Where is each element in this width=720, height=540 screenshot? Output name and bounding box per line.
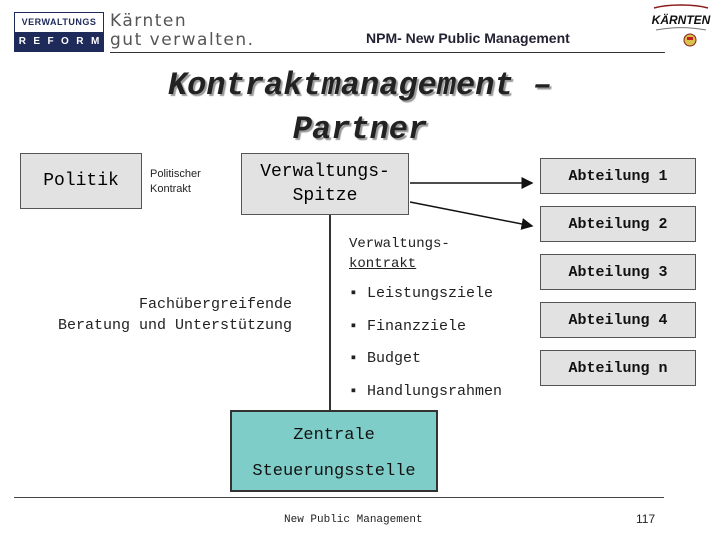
central-line2: Steuerungsstelle (252, 462, 416, 481)
slide-title-line2: Partner (292, 111, 428, 148)
political-contract-line1: Politischer (150, 168, 201, 180)
admin-top-line1: Verwaltungs- (260, 162, 390, 182)
logo-gut-verwalten: gut verwalten. (110, 30, 255, 50)
admin-contract-line2: kontrakt (349, 256, 417, 272)
abteilung-label: Abteilung 1 (568, 167, 668, 185)
central-line1: Zentrale (293, 426, 375, 445)
logo-top-text: VERWALTUNGS (15, 13, 103, 31)
logo-letter: O (61, 36, 69, 47)
bullet-item: ▪ Finanzziele (349, 318, 467, 335)
abteilung-n-box (540, 350, 696, 386)
abteilung-3-box (540, 254, 696, 290)
logo-letter: M (90, 36, 100, 47)
bullet-handlungsrahmen: Handlungsrahmen (367, 383, 503, 400)
slide-title-line1: Kontraktmanagement – (167, 67, 553, 104)
bullet-item: ▪ Handlungsrahmen (349, 383, 503, 400)
abteilung-label: Abteilung n (568, 359, 668, 377)
political-contract-line2: Kontrakt (150, 183, 191, 195)
abteilung-2-box (540, 206, 696, 242)
logo-letter: E (33, 36, 41, 47)
bullet-item: ▪ Leistungsziele (349, 285, 494, 302)
abteilung-4-box (540, 302, 696, 338)
logo-kaernten: Kärnten (110, 11, 188, 31)
advice-line1: Fachübergreifende (138, 296, 292, 313)
footer-text: New Public Management (284, 514, 423, 526)
central-steering-box (230, 410, 438, 492)
advice-label (10, 294, 292, 336)
logo-letter: F (47, 36, 54, 47)
header-title: NPM- New Public Management (366, 30, 570, 46)
abteilung-1-box (540, 158, 696, 194)
politik-label: Politik (43, 171, 119, 191)
logo-letter: R (76, 36, 84, 47)
page-number: 117 (636, 512, 656, 526)
bullet-leistungsziele: Leistungsziele (367, 285, 494, 302)
abteilung-label: Abteilung 2 (568, 215, 668, 233)
logo-letter: R (18, 36, 26, 47)
bullet-budget: Budget (367, 350, 422, 367)
arrow-to-abteilung-2 (410, 202, 532, 226)
emblem-text: KÄRNTEN (651, 13, 711, 27)
admin-top-line2: Spitze (292, 186, 358, 206)
admin-contract-label (349, 234, 450, 274)
bullet-item: ▪ Budget (349, 350, 422, 367)
bullet-finanzziele: Finanzziele (367, 318, 467, 335)
abteilung-label: Abteilung 4 (568, 311, 668, 329)
admin-contract-line1: Verwaltungs- (349, 236, 450, 252)
footer-divider (14, 497, 664, 498)
advice-line2: Beratung und Unterstützung (57, 317, 292, 334)
abteilung-label: Abteilung 3 (568, 263, 668, 281)
